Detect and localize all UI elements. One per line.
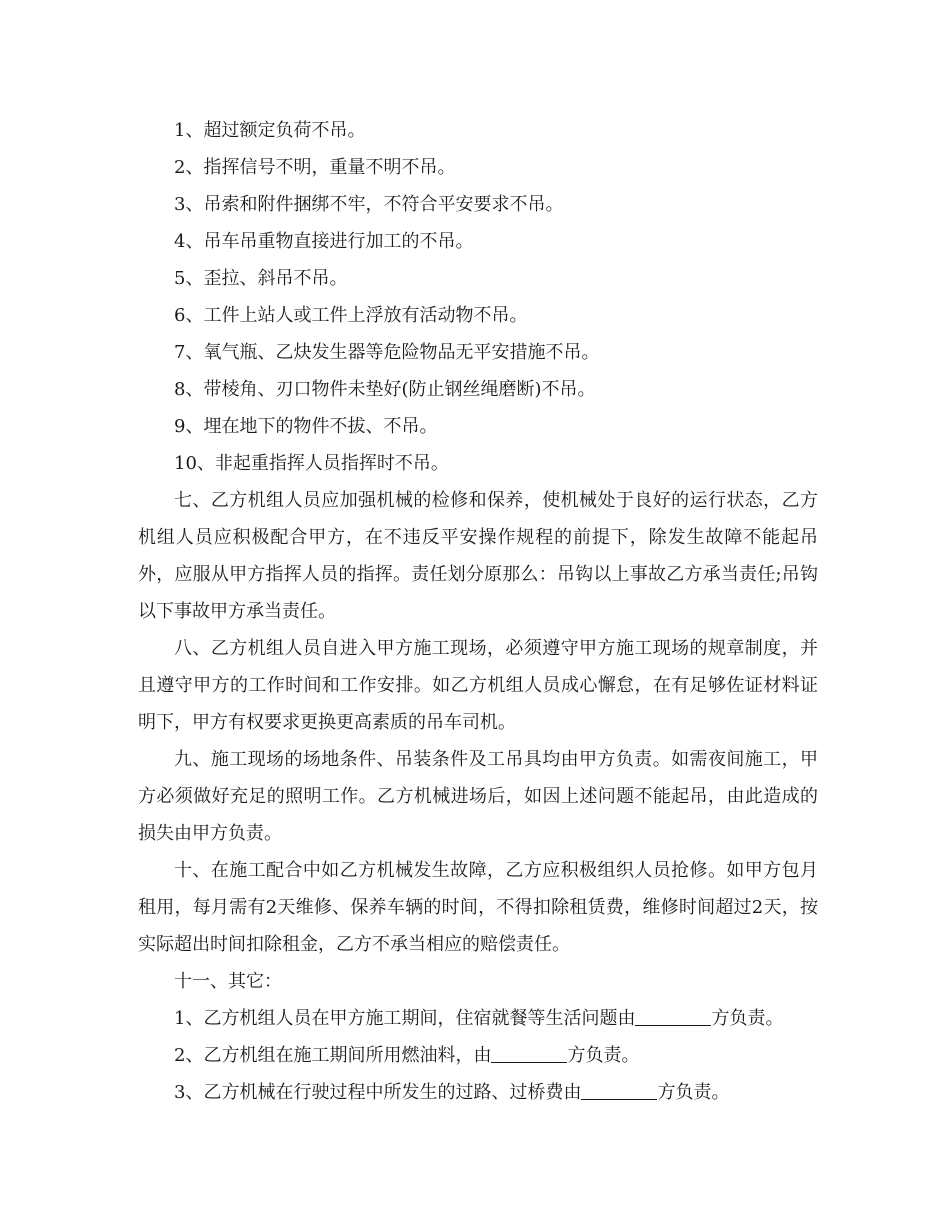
clause-11-item-3 [138,1074,818,1111]
clause-7-paragraph: 七、乙方机组人员应加强机械的检修和保养，使机械处于良好的运行状态，乙方机组人员应积极配合甲方，在不违反平安操作规程的前提下，除发生故障不能起吊外，应服从甲方指挥人员的指挥。责任划分原那么：吊钩以上事故乙方承当责任;吊钩以下事故甲方承当责任。 [138,490,818,622]
list-item: 9、埋在地下的物件不拔、不吊。 [174,416,438,437]
fill-in-blank[interactable] [491,1044,567,1063]
fill-in-blank[interactable] [581,1081,657,1100]
list-item: 2、指挥信号不明，重量不明不吊。 [174,157,456,178]
document-body [138,112,818,1111]
list-item: 4、吊车吊重物直接进行加工的不吊。 [174,231,474,252]
item-text: 方负责。 [567,1045,640,1066]
clause-11-item-2 [138,1037,818,1074]
clause-9-paragraph: 九、施工现场的场地条件、吊装条件及工吊具均由甲方负责。如需夜间施工，甲方必须做好充足的照明工作。乙方机械进场后，如因上述问题不能起吊，由此造成的损失由甲方负责。 [138,749,818,844]
list-item: 6、工件上站人或工件上浮放有活动物不吊。 [174,305,528,326]
item-text: 1、乙方机组人员在甲方施工期间，住宿就餐等生活问题由 [174,1008,636,1029]
clause-8-paragraph: 八、乙方机组人员自进入甲方施工现场，必须遵守甲方施工现场的规章制度，并且遵守甲方的工作时间和工作安排。如乙方机组人员成心懈怠，在有足够佐证材料证明下，甲方有权要求更换更高素质的吊车司机。 [138,638,818,733]
list-item: 7、氧气瓶、乙炔发生器等危险物品无平安措施不吊。 [174,342,600,363]
item-text: 3、乙方机械在行驶过程中所发生的过路、过桥费由 [174,1082,582,1103]
fill-in-blank[interactable] [635,1007,711,1026]
list-item: 5、歪拉、斜吊不吊。 [174,268,348,289]
list-item: 3、吊索和附件捆绑不牢，不符合平安要求不吊。 [174,194,564,215]
clause-11-item-1 [138,1000,818,1037]
list-item: 8、带棱角、刃口物件未垫好(防止钢丝绳磨断)不吊。 [174,379,596,400]
list-item: 10、非起重指挥人员指挥时不吊。 [174,453,449,474]
list-item: 1、超过额定负荷不吊。 [174,120,366,141]
clause-10-paragraph: 十、在施工配合中如乙方机械发生故障，乙方应积极组织人员抢修。如甲方包月租用，每月需有2天维修、保养车辆的时间，不得扣除租赁费，维修时间超过2天，按实际超出时间扣除租金，乙方不承当相应的赔偿责任。 [138,860,818,955]
clause-11-heading: 十一、其它： [174,971,282,992]
item-text: 2、乙方机组在施工期间所用燃油料，由 [174,1045,492,1066]
item-text: 方负责。 [711,1008,784,1029]
item-text: 方负责。 [657,1082,730,1103]
